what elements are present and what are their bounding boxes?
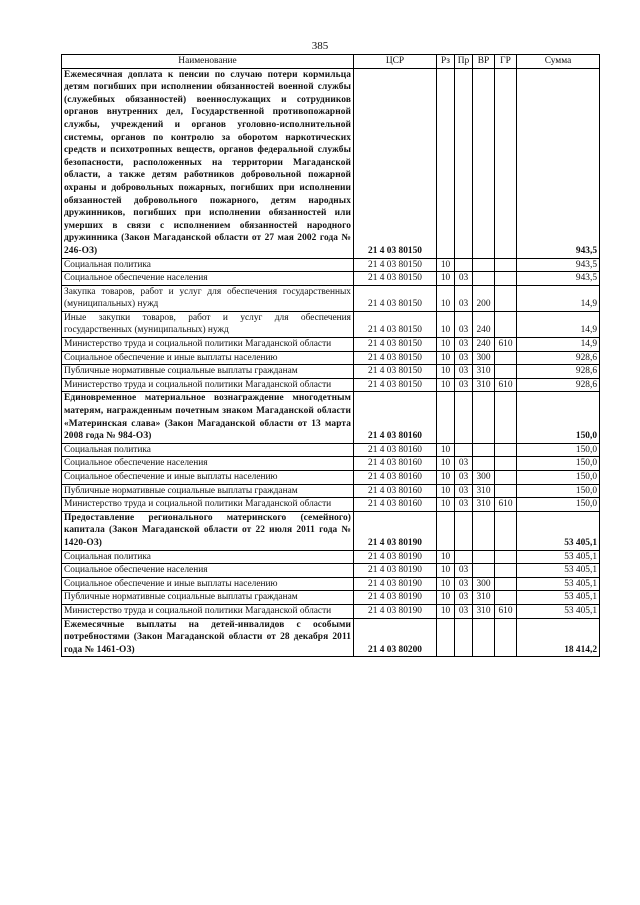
cell-name: Министерство труда и социальной политики Магаданской области [62, 498, 354, 512]
cell-csr: 21 4 03 80150 [354, 311, 437, 337]
cell-name: Социальное обеспечение и иные выплаты населению [62, 471, 354, 485]
cell-name: Социальное обеспечение населения [62, 457, 354, 471]
cell-rz: 10 [437, 338, 455, 352]
cell-gr [495, 457, 517, 471]
cell-rz: 10 [437, 272, 455, 286]
cell-sum: 150,0 [517, 443, 600, 457]
cell-sum: 53 405,1 [517, 591, 600, 605]
cell-csr: 21 4 03 80160 [354, 443, 437, 457]
cell-gr [495, 550, 517, 564]
cell-sum: 150,0 [517, 471, 600, 485]
header-name: Наименование [62, 55, 354, 69]
cell-rz: 10 [437, 311, 455, 337]
cell-rz [437, 68, 455, 258]
cell-vr [473, 564, 495, 578]
cell-vr: 300 [473, 577, 495, 591]
table-row [62, 498, 600, 512]
cell-pr: 03 [455, 311, 473, 337]
cell-csr: 21 4 03 80150 [354, 258, 437, 272]
cell-sum: 928,6 [517, 365, 600, 379]
cell-csr: 21 4 03 80200 [354, 618, 437, 657]
cell-rz: 10 [437, 365, 455, 379]
cell-vr [473, 272, 495, 286]
cell-gr [495, 365, 517, 379]
cell-gr [495, 258, 517, 272]
cell-sum: 150,0 [517, 392, 600, 443]
cell-vr [473, 68, 495, 258]
cell-name: Закупка товаров, работ и услуг для обеспечения государственных (муниципальных) нужд [62, 285, 354, 311]
cell-vr: 300 [473, 351, 495, 365]
table-body [62, 68, 600, 657]
cell-gr: 610 [495, 338, 517, 352]
cell-name: Социальная политика [62, 443, 354, 457]
cell-gr: 610 [495, 498, 517, 512]
cell-sum: 943,5 [517, 258, 600, 272]
cell-name: Министерство труда и социальной политики Магаданской области [62, 604, 354, 618]
cell-csr: 21 4 03 80160 [354, 484, 437, 498]
table-row [62, 258, 600, 272]
header-sum: Сумма [517, 55, 600, 69]
cell-vr: 240 [473, 338, 495, 352]
cell-name: Социальное обеспечение и иные выплаты населению [62, 577, 354, 591]
table-row [62, 272, 600, 286]
cell-rz: 10 [437, 471, 455, 485]
cell-pr [455, 443, 473, 457]
table-row [62, 577, 600, 591]
cell-rz: 10 [437, 604, 455, 618]
cell-pr: 03 [455, 272, 473, 286]
cell-vr: 200 [473, 285, 495, 311]
cell-name: Социальное обеспечение и иные выплаты населению [62, 351, 354, 365]
cell-name: Социальное обеспечение населения [62, 564, 354, 578]
cell-vr [473, 550, 495, 564]
cell-gr [495, 351, 517, 365]
cell-sum: 18 414,2 [517, 618, 600, 657]
cell-rz: 10 [437, 484, 455, 498]
table-header-row [62, 55, 600, 69]
table-row [62, 564, 600, 578]
cell-vr [473, 511, 495, 550]
table-row [62, 338, 600, 352]
cell-pr: 03 [455, 564, 473, 578]
cell-gr [495, 484, 517, 498]
cell-vr: 310 [473, 378, 495, 392]
cell-gr [495, 443, 517, 457]
cell-pr: 03 [455, 471, 473, 485]
cell-csr: 21 4 03 80190 [354, 564, 437, 578]
cell-pr [455, 392, 473, 443]
cell-pr: 03 [455, 604, 473, 618]
cell-pr: 03 [455, 457, 473, 471]
cell-rz: 10 [437, 351, 455, 365]
cell-pr [455, 258, 473, 272]
cell-sum: 943,5 [517, 272, 600, 286]
cell-rz: 10 [437, 498, 455, 512]
cell-name: Публичные нормативные социальные выплаты гражданам [62, 591, 354, 605]
budget-table [61, 54, 600, 657]
cell-csr: 21 4 03 80190 [354, 511, 437, 550]
cell-sum: 14,9 [517, 311, 600, 337]
cell-name: Министерство труда и социальной политики Магаданской области [62, 378, 354, 392]
cell-sum: 928,6 [517, 378, 600, 392]
cell-rz: 10 [437, 550, 455, 564]
cell-name: Социальное обеспечение населения [62, 272, 354, 286]
cell-pr: 03 [455, 484, 473, 498]
cell-csr: 21 4 03 80190 [354, 550, 437, 564]
cell-csr: 21 4 03 80190 [354, 577, 437, 591]
cell-csr: 21 4 03 80190 [354, 591, 437, 605]
table-row [62, 351, 600, 365]
cell-rz [437, 618, 455, 657]
cell-pr: 03 [455, 365, 473, 379]
cell-csr: 21 4 03 80150 [354, 272, 437, 286]
table-row [62, 550, 600, 564]
cell-name: Публичные нормативные социальные выплаты гражданам [62, 365, 354, 379]
cell-sum: 928,6 [517, 351, 600, 365]
cell-name: Единовременное материальное вознаграждение многодетным матерям, награжденным почетным знаком Магаданской области «Материнская слава» (Закон Магаданской области от 13 марта 2008 года № 984-ОЗ) [62, 392, 354, 443]
cell-rz: 10 [437, 577, 455, 591]
cell-pr: 03 [455, 378, 473, 392]
cell-csr: 21 4 03 80160 [354, 457, 437, 471]
table-row [62, 457, 600, 471]
cell-pr [455, 550, 473, 564]
table-row [62, 285, 600, 311]
cell-csr: 21 4 03 80150 [354, 68, 437, 258]
cell-rz: 10 [437, 443, 455, 457]
cell-vr: 300 [473, 471, 495, 485]
cell-pr: 03 [455, 498, 473, 512]
cell-name: Социальная политика [62, 258, 354, 272]
cell-vr [473, 443, 495, 457]
cell-pr: 03 [455, 285, 473, 311]
cell-vr: 310 [473, 365, 495, 379]
cell-rz: 10 [437, 591, 455, 605]
cell-name: Предоставление регионального материнского (семейного) капитала (Закон Магаданской области от 22 июля 2011 года № 1420-ОЗ) [62, 511, 354, 550]
cell-vr [473, 258, 495, 272]
cell-rz [437, 392, 455, 443]
table-row [62, 443, 600, 457]
table-row [62, 392, 600, 443]
cell-sum: 53 405,1 [517, 577, 600, 591]
header-vr: ВР [473, 55, 495, 69]
cell-rz: 10 [437, 285, 455, 311]
table-row [62, 604, 600, 618]
cell-sum: 150,0 [517, 457, 600, 471]
cell-csr: 21 4 03 80190 [354, 604, 437, 618]
header-rz: Рз [437, 55, 455, 69]
cell-pr: 03 [455, 591, 473, 605]
cell-vr: 240 [473, 311, 495, 337]
cell-rz [437, 511, 455, 550]
table-row [62, 511, 600, 550]
cell-csr: 21 4 03 80150 [354, 378, 437, 392]
cell-gr [495, 272, 517, 286]
cell-sum: 14,9 [517, 338, 600, 352]
cell-rz: 10 [437, 258, 455, 272]
cell-vr [473, 618, 495, 657]
cell-rz: 10 [437, 564, 455, 578]
cell-name: Социальная политика [62, 550, 354, 564]
cell-csr: 21 4 03 80150 [354, 365, 437, 379]
cell-pr: 03 [455, 577, 473, 591]
cell-gr [495, 618, 517, 657]
cell-name: Ежемесячные выплаты на детей-инвалидов с особыми потребностями (Закон Магаданской области от 28 декабря 2011 года № 1461-ОЗ) [62, 618, 354, 657]
cell-gr [495, 471, 517, 485]
cell-sum: 150,0 [517, 484, 600, 498]
cell-gr: 610 [495, 604, 517, 618]
header-pr: Пр [455, 55, 473, 69]
cell-gr [495, 311, 517, 337]
cell-rz: 10 [437, 457, 455, 471]
cell-csr: 21 4 03 80160 [354, 498, 437, 512]
cell-csr: 21 4 03 80160 [354, 471, 437, 485]
cell-sum: 53 405,1 [517, 511, 600, 550]
cell-sum: 53 405,1 [517, 564, 600, 578]
cell-csr: 21 4 03 80150 [354, 285, 437, 311]
cell-sum: 53 405,1 [517, 550, 600, 564]
table-row [62, 311, 600, 337]
cell-csr: 21 4 03 80160 [354, 392, 437, 443]
table-row [62, 378, 600, 392]
cell-pr [455, 511, 473, 550]
cell-pr: 03 [455, 338, 473, 352]
cell-csr: 21 4 03 80150 [354, 338, 437, 352]
cell-gr [495, 564, 517, 578]
cell-gr [495, 577, 517, 591]
cell-vr: 310 [473, 484, 495, 498]
cell-gr [495, 591, 517, 605]
cell-sum: 943,5 [517, 68, 600, 258]
cell-vr: 310 [473, 591, 495, 605]
cell-gr [495, 392, 517, 443]
cell-csr: 21 4 03 80150 [354, 351, 437, 365]
cell-gr [495, 511, 517, 550]
cell-rz: 10 [437, 378, 455, 392]
header-csr: ЦСР [354, 55, 437, 69]
cell-gr: 610 [495, 378, 517, 392]
cell-vr [473, 457, 495, 471]
cell-sum: 14,9 [517, 285, 600, 311]
cell-name: Публичные нормативные социальные выплаты гражданам [62, 484, 354, 498]
cell-vr: 310 [473, 498, 495, 512]
table-row [62, 68, 600, 258]
table-row [62, 484, 600, 498]
table-row [62, 591, 600, 605]
cell-vr [473, 392, 495, 443]
cell-pr: 03 [455, 351, 473, 365]
table-row [62, 618, 600, 657]
cell-pr [455, 68, 473, 258]
cell-sum: 150,0 [517, 498, 600, 512]
cell-pr [455, 618, 473, 657]
cell-name: Ежемесячная доплата к пенсии по случаю потери кормильца детям погибших при исполнении обязанностей военной службы (служебных обязанностей) военнослужащих и сотрудников органов внутренних дел, Государственной противопожарной службы, учреждений и органов уголовно-исполнительной системы, органов по контролю за оборотом наркотических средств и психотропных веществ, органов федеральной службы безопасности, расположенных на территории Магаданской области, а также детям работников добровольной пожарной охраны и добровольных пожарных, погибших при исполнении обязанностей добровольного пожарного, детям народных дружинников, погибших при исполнении обязанностей или умерших в связи с исполнением обязанностей народного дружинника (Закон Магаданской области от 27 мая 2002 года № 246-ОЗ) [62, 68, 354, 258]
page-number: 385 [311, 40, 329, 52]
cell-vr: 310 [473, 604, 495, 618]
cell-name: Иные закупки товаров, работ и услуг для обеспечения государственных (муниципальных) нужд [62, 311, 354, 337]
table-row [62, 365, 600, 379]
header-gr: ГР [495, 55, 517, 69]
table-row [62, 471, 600, 485]
cell-sum: 53 405,1 [517, 604, 600, 618]
cell-gr [495, 285, 517, 311]
cell-gr [495, 68, 517, 258]
cell-name: Министерство труда и социальной политики Магаданской области [62, 338, 354, 352]
